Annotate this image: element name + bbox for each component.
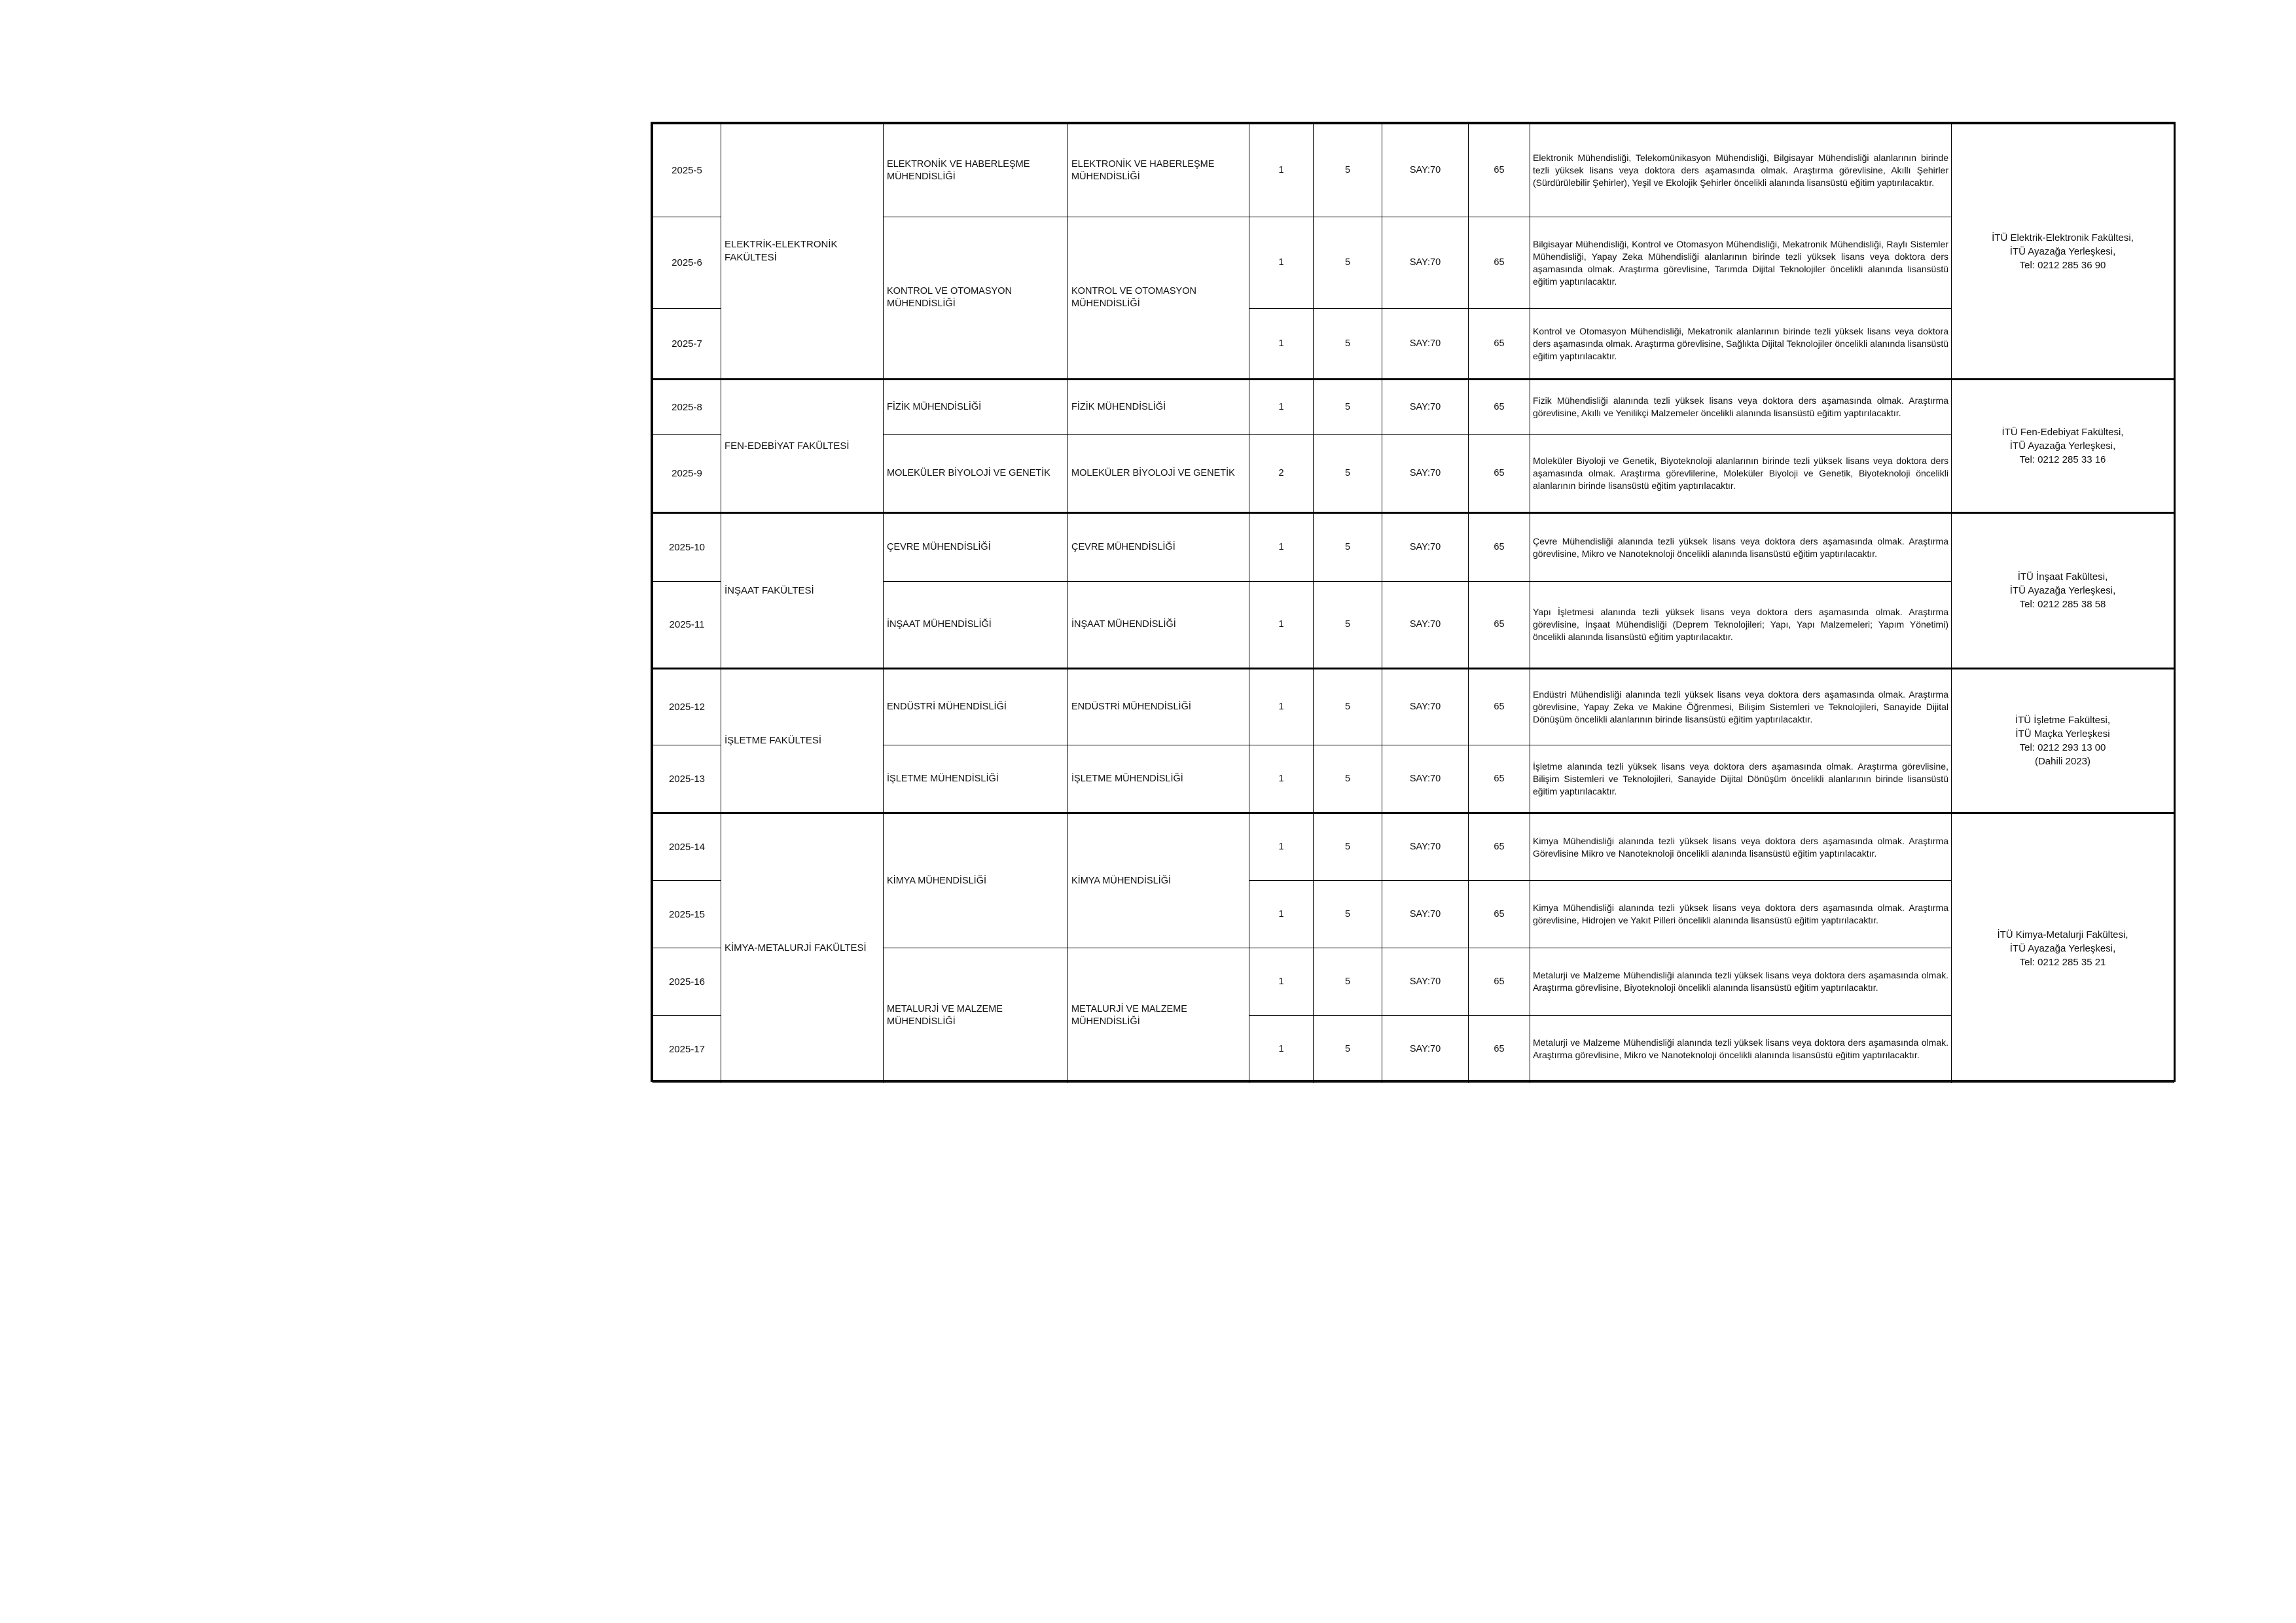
contact-line: Tel: 0212 293 13 00	[2019, 742, 2106, 753]
table-row	[653, 124, 2174, 217]
field-cell: ENDÜSTRİ MÜHENDİSLİĞİ	[1068, 669, 1249, 745]
score-cell: SAY:70	[1382, 745, 1469, 813]
field-cell: İNŞAAT MÜHENDİSLİĞİ	[1068, 582, 1249, 669]
faculty-cell: ELEKTRİK-ELEKTRONİK FAKÜLTESİ	[721, 124, 884, 380]
program-cell: İŞLETME MÜHENDİSLİĞİ	[884, 745, 1068, 813]
description-cell: Moleküler Biyoloji ve Genetik, Biyoteknoloji alanlarının birinde tezli yüksek lisans veya doktora ders aşamasında olmak. Araştırma görevlilerine, Moleküler Biyoloji ve Genetik, Biyoteknoloji öncelikli alanlarının birinde lisansüstü eğitim yaptırılacaktır.	[1530, 435, 1952, 513]
col7-cell: 65	[1469, 435, 1530, 513]
faculty-cell: İŞLETME FAKÜLTESİ	[721, 669, 884, 813]
row-id: 2025-13	[653, 745, 721, 813]
positions-cell: 1	[1249, 669, 1314, 745]
contact-line: İTÜ Ayazağa Yerleşkesi,	[2009, 585, 2116, 596]
contact-cell	[1952, 380, 2174, 513]
field-cell: KİMYA MÜHENDİSLİĞİ	[1068, 813, 1249, 948]
contact-line: İTÜ Ayazağa Yerleşkesi,	[2009, 440, 2116, 452]
positions-cell: 1	[1249, 513, 1314, 582]
score-cell: SAY:70	[1382, 435, 1469, 513]
col5-cell: 5	[1314, 669, 1382, 745]
col5-cell: 5	[1314, 124, 1382, 217]
contact-line: İTÜ Maçka Yerleşkesi	[2015, 728, 2110, 740]
col7-cell: 65	[1469, 582, 1530, 669]
faculty-cell: KİMYA-METALURJİ FAKÜLTESİ	[721, 813, 884, 1083]
field-cell: METALURJİ VE MALZEME MÜHENDİSLİĞİ	[1068, 948, 1249, 1083]
faculty-cell: FEN-EDEBİYAT FAKÜLTESİ	[721, 380, 884, 513]
score-cell: SAY:70	[1382, 881, 1469, 948]
description-cell: Metalurji ve Malzeme Mühendisliği alanında tezli yüksek lisans veya doktora ders aşamasında olmak. Araştırma görevlisine, Mikro ve Nanoteknoloji öncelikli alanında lisansüstü eğitim yaptırılacaktır.	[1530, 1016, 1952, 1083]
score-cell: SAY:70	[1382, 669, 1469, 745]
description-cell: Metalurji ve Malzeme Mühendisliği alanında tezli yüksek lisans veya doktora ders aşamasında olmak. Araştırma görevlisine, Biyoteknoloji öncelikli alanında lisansüstü eğitim yaptırılacaktır.	[1530, 948, 1952, 1016]
contact-cell	[1952, 124, 2174, 380]
row-id: 2025-6	[653, 217, 721, 309]
score-cell: SAY:70	[1382, 380, 1469, 435]
program-cell: İNŞAAT MÜHENDİSLİĞİ	[884, 582, 1068, 669]
program-cell: KONTROL VE OTOMASYON MÜHENDİSLİĞİ	[884, 217, 1068, 380]
contact-line: Tel: 0212 285 35 21	[2019, 956, 2106, 968]
row-id: 2025-11	[653, 582, 721, 669]
field-cell: İŞLETME MÜHENDİSLİĞİ	[1068, 745, 1249, 813]
positions-cell: 1	[1249, 881, 1314, 948]
col7-cell: 65	[1469, 1016, 1530, 1083]
field-cell: FİZİK MÜHENDİSLİĞİ	[1068, 380, 1249, 435]
col5-cell: 5	[1314, 217, 1382, 309]
positions-table	[653, 124, 2174, 1083]
col5-cell: 5	[1314, 582, 1382, 669]
score-cell: SAY:70	[1382, 1016, 1469, 1083]
description-cell: Bilgisayar Mühendisliği, Kontrol ve Otomasyon Mühendisliği, Mekatronik Mühendisliği, Raylı Sistemler Mühendisliği, Yapay Zeka Mühendisliği alanlarının birinde tezli yüksek lisans veya doktora ders aşamasında olmak. Araştırma görevlisine, Tarımda Dijital Teknolojiler öncelikli alanında lisansüstü eğitim yaptırılacaktır.	[1530, 217, 1952, 309]
col5-cell: 5	[1314, 745, 1382, 813]
col5-cell: 5	[1314, 513, 1382, 582]
contact-line: İTÜ Kimya-Metalurji Fakültesi,	[1997, 929, 2128, 940]
program-cell: METALURJİ VE MALZEME MÜHENDİSLİĞİ	[884, 948, 1068, 1083]
field-cell: ÇEVRE MÜHENDİSLİĞİ	[1068, 513, 1249, 582]
description-cell: Fizik Mühendisliği alanında tezli yüksek lisans veya doktora ders aşamasında olmak. Araştırma görevlisine, Akıllı ve Yenilikçi Malzemeler öncelikli alanında lisansüstü eğitim yaptırılacaktır.	[1530, 380, 1952, 435]
col7-cell: 65	[1469, 813, 1530, 881]
field-cell: ELEKTRONİK VE HABERLEŞME MÜHENDİSLİĞİ	[1068, 124, 1249, 217]
row-id: 2025-5	[653, 124, 721, 217]
col5-cell: 5	[1314, 813, 1382, 881]
table-row	[653, 513, 2174, 582]
description-cell: Elektronik Mühendisliği, Telekomünikasyon Mühendisliği, Bilgisayar Mühendisliği alanlarının birinde tezli yüksek lisans veya doktora ders aşamasında olmak. Araştırma görevlisine, Akıllı Şehirler (Sürdürülebilir Şehirler), Yeşil ve Ekolojik Şehirler öncelikli alanında lisansüstü eğitim yaptırılacaktır.	[1530, 124, 1952, 217]
description-cell: Endüstri Mühendisliği alanında tezli yüksek lisans veya doktora ders aşamasında olmak. Araştırma görevlisine, Yapay Zeka ve Makine Öğrenmesi, Bilişim Sistemleri ve Teknolojileri, Sanayide Dijital Dönüşüm öncelikli alanlarının birinde lisansüstü eğitim yaptırılacaktır.	[1530, 669, 1952, 745]
col7-cell: 65	[1469, 745, 1530, 813]
row-id: 2025-14	[653, 813, 721, 881]
row-id: 2025-7	[653, 309, 721, 380]
col5-cell: 5	[1314, 948, 1382, 1016]
positions-table-sheet	[651, 122, 2176, 1082]
field-cell: KONTROL VE OTOMASYON MÜHENDİSLİĞİ	[1068, 217, 1249, 380]
table-row	[653, 380, 2174, 435]
row-id: 2025-8	[653, 380, 721, 435]
contact-line: İTÜ İnşaat Fakültesi,	[2017, 571, 2108, 582]
contact-cell	[1952, 813, 2174, 1083]
contact-line: (Dahili 2023)	[2034, 756, 2091, 767]
contact-line: İTÜ Fen-Edebiyat Fakültesi,	[2001, 427, 2124, 438]
col7-cell: 65	[1469, 669, 1530, 745]
contact-line: İTÜ İşletme Fakültesi,	[2015, 715, 2111, 726]
program-cell: ÇEVRE MÜHENDİSLİĞİ	[884, 513, 1068, 582]
contact-line: İTÜ Elektrik-Elektronik Fakültesi,	[1992, 232, 2134, 243]
col7-cell: 65	[1469, 217, 1530, 309]
row-id: 2025-16	[653, 948, 721, 1016]
positions-cell: 1	[1249, 309, 1314, 380]
contact-line: Tel: 0212 285 36 90	[2019, 259, 2106, 271]
row-id: 2025-9	[653, 435, 721, 513]
col5-cell: 5	[1314, 435, 1382, 513]
table-row	[653, 669, 2174, 745]
positions-cell: 2	[1249, 435, 1314, 513]
col7-cell: 65	[1469, 881, 1530, 948]
col7-cell: 65	[1469, 513, 1530, 582]
score-cell: SAY:70	[1382, 217, 1469, 309]
faculty-cell: İNŞAAT FAKÜLTESİ	[721, 513, 884, 669]
field-cell: MOLEKÜLER BİYOLOJİ VE GENETİK	[1068, 435, 1249, 513]
row-id: 2025-15	[653, 881, 721, 948]
col7-cell: 65	[1469, 380, 1530, 435]
row-id: 2025-10	[653, 513, 721, 582]
contact-line: Tel: 0212 285 33 16	[2019, 454, 2106, 465]
description-cell: İşletme alanında tezli yüksek lisans veya doktora ders aşamasında olmak. Araştırma görevlisine, Bilişim Sistemleri ve Teknolojileri, Sanayide Dijital Dönüşüm öncelikli alanlarının birinde lisansüstü eğitim yaptırılacaktır.	[1530, 745, 1952, 813]
contact-line: Tel: 0212 285 38 58	[2019, 599, 2106, 610]
positions-cell: 1	[1249, 380, 1314, 435]
col7-cell: 65	[1469, 309, 1530, 380]
description-cell: Yapı İşletmesi alanında tezli yüksek lisans veya doktora ders aşamasında olmak. Araştırma görevlisine, İnşaat Mühendisliği (Deprem Teknolojileri; Yapı, Yapı Malzemeleri; Yapım Yönetimi) öncelikli alanında lisansüstü eğitim yaptırılacaktır.	[1530, 582, 1952, 669]
description-cell: Kimya Mühendisliği alanında tezli yüksek lisans veya doktora ders aşamasında olmak. Araştırma Görevlisine Mikro ve Nanoteknoloji öncelikli alanında lisansüstü eğitim yaptırılacaktır.	[1530, 813, 1952, 881]
col5-cell: 5	[1314, 881, 1382, 948]
positions-cell: 1	[1249, 1016, 1314, 1083]
contact-line: İTÜ Ayazağa Yerleşkesi,	[2009, 245, 2116, 257]
col5-cell: 5	[1314, 1016, 1382, 1083]
score-cell: SAY:70	[1382, 513, 1469, 582]
score-cell: SAY:70	[1382, 582, 1469, 669]
col7-cell: 65	[1469, 124, 1530, 217]
positions-cell: 1	[1249, 582, 1314, 669]
score-cell: SAY:70	[1382, 948, 1469, 1016]
score-cell: SAY:70	[1382, 813, 1469, 881]
positions-cell: 1	[1249, 948, 1314, 1016]
description-cell: Kontrol ve Otomasyon Mühendisliği, Mekatronik alanlarının birinde tezli yüksek lisans veya doktora ders aşamasında olmak. Araştırma görevlisine, Sağlıkta Dijital Teknolojiler öncelikli alanında lisansüstü eğitim yaptırılacaktır.	[1530, 309, 1952, 380]
positions-cell: 1	[1249, 745, 1314, 813]
table-row	[653, 813, 2174, 881]
positions-cell: 1	[1249, 217, 1314, 309]
contact-cell	[1952, 669, 2174, 813]
program-cell: ENDÜSTRİ MÜHENDİSLİĞİ	[884, 669, 1068, 745]
row-id: 2025-12	[653, 669, 721, 745]
contact-cell	[1952, 513, 2174, 669]
contact-line: İTÜ Ayazağa Yerleşkesi,	[2009, 942, 2116, 954]
col7-cell: 65	[1469, 948, 1530, 1016]
program-cell: MOLEKÜLER BİYOLOJİ VE GENETİK	[884, 435, 1068, 513]
score-cell: SAY:70	[1382, 309, 1469, 380]
program-cell: KİMYA MÜHENDİSLİĞİ	[884, 813, 1068, 948]
positions-cell: 1	[1249, 124, 1314, 217]
col5-cell: 5	[1314, 380, 1382, 435]
positions-cell: 1	[1249, 813, 1314, 881]
row-id: 2025-17	[653, 1016, 721, 1083]
description-cell: Kimya Mühendisliği alanında tezli yüksek lisans veya doktora ders aşamasında olmak. Araştırma görevlisine, Hidrojen ve Yakıt Pilleri öncelikli alanında lisansüstü eğitim yaptırılacaktır.	[1530, 881, 1952, 948]
program-cell: FİZİK MÜHENDİSLİĞİ	[884, 380, 1068, 435]
score-cell: SAY:70	[1382, 124, 1469, 217]
col5-cell: 5	[1314, 309, 1382, 380]
description-cell: Çevre Mühendisliği alanında tezli yüksek lisans veya doktora ders aşamasında olmak. Araştırma görevlisine, Mikro ve Nanoteknoloji öncelikli alanında lisansüstü eğitim yaptırılacaktır.	[1530, 513, 1952, 582]
program-cell: ELEKTRONİK VE HABERLEŞME MÜHENDİSLİĞİ	[884, 124, 1068, 217]
